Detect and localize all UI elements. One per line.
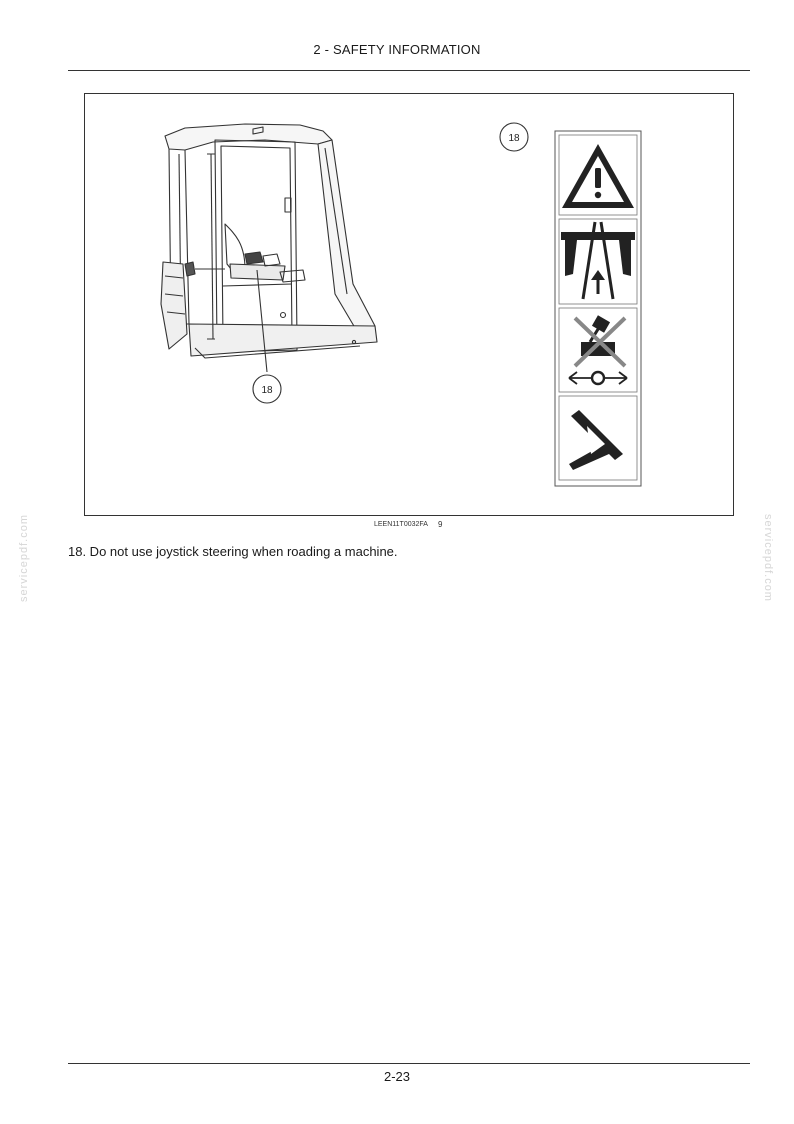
watermark-right: servicepdf.com — [762, 514, 774, 602]
callout-cab-number: 18 — [261, 385, 273, 396]
callout-decal-number: 18 — [508, 133, 520, 144]
safety-decal — [555, 131, 641, 486]
safety-item-text: 18. Do not use joystick steering when roading a machine. — [68, 544, 398, 559]
footer-rule — [68, 1063, 750, 1064]
page-header-title: 2 - SAFETY INFORMATION — [313, 42, 481, 57]
header-rule — [68, 70, 750, 71]
cab-illustration — [85, 94, 735, 517]
watermark-left: servicepdf.com — [18, 514, 30, 602]
page-number: 2-23 — [383, 1069, 411, 1084]
figure-caption-code: LEEN11T0032FA — [374, 521, 428, 528]
figure-frame — [84, 93, 734, 516]
figure-number: 9 — [438, 520, 443, 529]
